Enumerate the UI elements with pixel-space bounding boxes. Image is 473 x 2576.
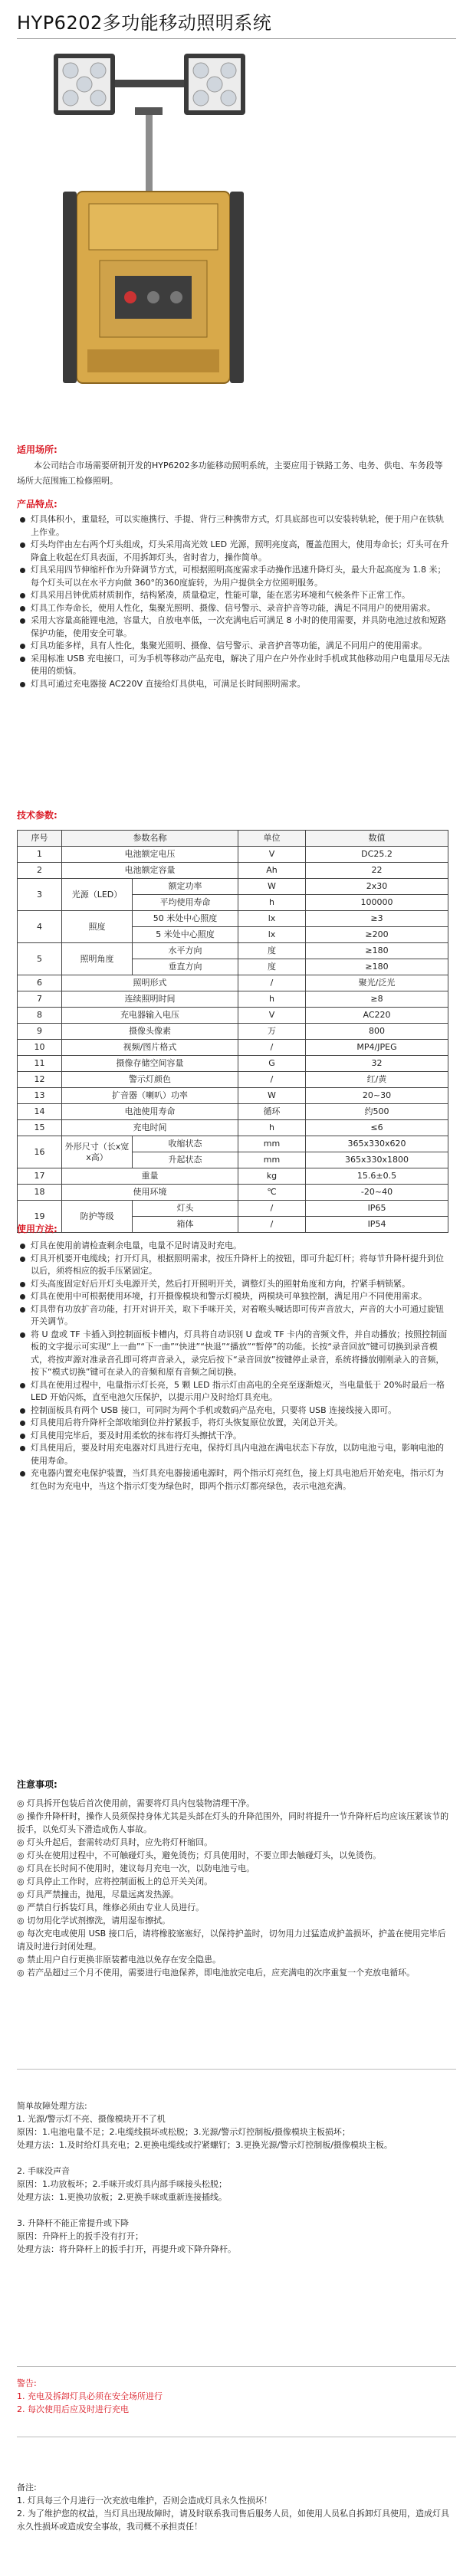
page-title: HYP6202多功能移动照明系统 (17, 12, 272, 34)
section-divider (17, 2069, 456, 2070)
note-item: ◎ 严禁自行拆装灯具，维修必须由专业人员进行。 (17, 1903, 205, 1912)
usage-item: 充电器内置充电保护装置，当灯具充电器接通电源时，两个指示灯亮红色，接上灯具电池后开始充电，指示灯为红色时为充电中，当这个指示灯变为绿色时，即两个指示灯都亮绿色，表示电池充满。 (17, 1467, 450, 1493)
table-row: 1 电池额定电压 V DC25.2 (18, 847, 448, 863)
fault-line: 处理方法：1.及时给灯具充电；2.更换电缆线或拧紧螺钉；3.更换光源/警示灯控制板/摄像模块主板。 (17, 2140, 393, 2150)
note-item: ◎ 若产品超过三个月不使用，需要进行电池保养，即电池放完电后，应充满电的次序重复一个充放电循环。 (17, 1968, 416, 1978)
fault-line (17, 2152, 450, 2165)
notes-heading: 注意事项: (17, 1779, 57, 1790)
table-header-row (18, 831, 448, 847)
fault-line: 原因：1.功放板坏；2.手咪开或灯具内部手咪接头松脱； (17, 2179, 227, 2189)
usage-item: 灯具在使用过程中，电量指示灯长亮，5 颗 LED 指示灯由高电的全亮至逐渐熄灭，当电量低于 20%时最后一格 LED 开始闪烁，直至电池欠压保护，以提示用户及时给灯具充电。 (17, 1379, 450, 1404)
table-row: 2 电池额定容量 Ah 22 (18, 863, 448, 879)
note-item: ◎ 灯具在长时间不使用时，建议每月充电一次，以防电池亏电。 (17, 1863, 255, 1873)
note-item: ◎ 灯具停止工作时，应将控制面板上的总开关关闭。 (17, 1876, 213, 1886)
features-heading: 产品特点: (17, 499, 57, 510)
usage-item: 灯头高度固定好后开灯头电源开关，然后打开照明开关，调整灯头的照射角度和方向，拧紧手柄锁紧。 (17, 1278, 450, 1291)
right-lamp-head-icon (184, 54, 245, 115)
remark-line: 1. 灯具每三个月进行一次充放电维护，否则会造成灯具永久性损坏！ (17, 2496, 272, 2506)
table-row: 5 照明角度 水平方向 度 ≥180 (18, 943, 448, 959)
faults-section (17, 2099, 450, 2256)
scope-text: 本公司结合市场需要研制开发的HYP6202多功能移动照明系统，主要应用于铁路工务、电务、供电、车务段等场所大范围施工检修照明。 (17, 460, 443, 486)
note-item: ◎ 灯头在使用过程中，不可触碰灯头，避免烫伤；灯具使用时，不要立即去触碰灯头，以免烫伤。 (17, 1850, 382, 1860)
table-row: 5 米处中心照度 lx ≥200 (18, 927, 448, 943)
warnings-section (17, 2377, 450, 2416)
note-item: ◎ 灯具严禁撞击，抛甩，尽量远离发热源。 (17, 1889, 179, 1899)
usage-item: 灯具使用完毕后，要及时用柔软的抹布将灯头擦拭干净。 (17, 1430, 450, 1443)
table-row: 8 充电器输入电压 V AC220 (18, 1008, 448, 1024)
header-cell: 单位 (238, 831, 306, 847)
usage-item: 灯具带有功放扩音功能，打开对讲开关，取下手咪开关，对着喉头喊话即可传声音放大，声音的大小可通过旋钮开关调节。 (17, 1303, 450, 1329)
title-divider (17, 38, 456, 39)
table-row: 14 电池使用寿命 循环 约500 (18, 1104, 448, 1120)
remarks-section (17, 2481, 450, 2533)
feature-item: 采用标准 USB 充电接口，可为手机等移动产品充电，解决了用户在户外作业时手机或其他移动用户电量用尽无法使用的烦恼。 (17, 653, 450, 678)
usage-item: 灯具使用后将升降杆全部收缩到位并拧紧扳手，将灯头恢复原位放置，关闭总开关。 (17, 1417, 450, 1430)
fault-line: 3. 升降杆不能正常提升或下降 (17, 2218, 129, 2228)
left-lamp-head-icon (54, 54, 115, 115)
table-row: 13 扩音器（喇叭）功率 W 20~30 (18, 1088, 448, 1104)
remark-line: 2. 为了维护您的权益，当灯具出现故障时，请及时联系我司售后服务人员，如使用人员私自拆卸灯具使用，造成灯具永久性损坏或造成安全事故，我司概不承担责任！ (17, 2509, 449, 2532)
table-row: 升起状态 mm 365x330x1800 (18, 1152, 448, 1168)
features-list (17, 513, 450, 690)
table-row: 18 使用环境 ℃ -20~40 (18, 1185, 448, 1201)
feature-item: 灯具采用四节伸缩杆作为升降调节方式，可根据照明高度需求手动操作迅速升降灯头，最大升起高度为 1.8 米；每个灯头可以在水平方向做 360°的360度旋转，为用户提供全方位照明服务。 (17, 564, 450, 589)
warning-line: 2. 每次使用后应及时进行充电 (17, 2404, 129, 2414)
note-item: ◎ 禁止用户自行更换非原装蓄电池以免存在安全隐患。 (17, 1955, 222, 1965)
note-item: ◎ 操作升降杆时，操作人员须保持身体尤其是头部在灯头的升降范围外，同时将提升一节升降杆后均应该压紧该节的扳手，以免灯头下滑造成伤人事故。 (17, 1811, 449, 1834)
table-row: 15 充电时间 h ≤6 (18, 1120, 448, 1136)
remarks-heading: 备注: (17, 2483, 37, 2492)
usage-heading: 使用方法: (17, 1224, 57, 1234)
section-divider (17, 2366, 456, 2367)
usage-item: 灯具在使用中可根据使用环境，打开摄像模块和警示灯模块，两模块可单独控制，满足用户不同使用需求。 (17, 1290, 450, 1303)
table-row: 4 照度 50 米处中心照度 lx ≥3 (18, 911, 448, 927)
usage-item: 灯具使用后，要及时用充电器对灯具进行充电，保持灯具内电池在满电状态下存放，以防电池亏电，影响电池的使用寿命。 (17, 1442, 450, 1467)
spec-table (17, 830, 448, 1233)
feature-item: 采用大容量高能锂电池，容量大，自放电率低，一次充满电后可满足 8 小时的使用需要，并具防电池过放和短路保护功能，使用安全可靠。 (17, 615, 450, 640)
faults-heading: 简单故障处理方法: (17, 2101, 87, 2111)
note-item: ◎ 灯具拆开包装后首次使用前，需要将灯具内包装物清理干净。 (17, 1798, 255, 1808)
table-row: 垂直方向 度 ≥180 (18, 959, 448, 975)
table-row: 3 光源（LED） 额定功率 W 2x30 (18, 879, 448, 895)
usage-item: 灯具在使用前请检查剩余电量，电量不足时请及时充电。 (17, 1240, 450, 1253)
table-row: 9 摄像头像素 万 800 (18, 1024, 448, 1040)
table-row: 7 连续照明时间 h ≥8 (18, 991, 448, 1008)
product-photo (0, 46, 473, 398)
usage-item: 将 U 盘或 TF 卡插入到控制面板卡槽内，灯具将自动识别 U 盘或 TF 卡内的音频文件，并自动播放；按照控制面板的文字提示可实现“上一曲”“下一曲”“快进”“快退”“播放”“暂停”的功能。长按“录音回放”键可切换到录音模式，将按声源对准录音孔即可将声音录入，录完后按下“录音回放”按键停止录音，系统将播放刚刚录入的音频，按下“模式切换”键可在录入的音频和原有音频之间切换。 (17, 1329, 450, 1379)
feature-item: 灯具可通过充电器接 AC220V 直接给灯具供电，可满足长时间照明需求。 (17, 678, 450, 691)
table-row: 10 视频/图片格式 / MP4/JPEG (18, 1040, 448, 1056)
note-item: ◎ 每次充电或使用 USB 接口后，请将橡胶塞塞好，以保持护盖时，切勿用力过猛造成护盖损坏，护盖在使用完毕后请及时进行封闭处理。 (17, 1929, 446, 1952)
header-cell: 序号 (18, 831, 62, 847)
fault-line: 原因：1.电池电量不足；2.电缆线损坏或松脱；3.光源/警示灯控制板/摄像模块主板损坏； (17, 2127, 350, 2137)
table-row: 12 警示灯颜色 / 红/黄 (18, 1072, 448, 1088)
warning-line: 1. 充电及拆卸灯具必须在安全场所进行 (17, 2391, 163, 2401)
feature-item: 灯具工作寿命长，使用人性化，集聚光照明、摄像、信号警示、录音护音等功能，满足不同用户的使用需求。 (17, 602, 450, 615)
feature-item: 灯具功能多样，具有人性化，集聚光照明、摄像、信号警示、录音护音等功能，满足不同用户的使用需求。 (17, 640, 450, 653)
feature-item: 灯具体积小，重量轻，可以实施携行、手提、背行三种携带方式，灯具底部也可以安装转轨轮，便于用户在铁轨上作业。 (17, 513, 450, 539)
table-row: 16 外形尺寸（长x宽x高） 收缩状态 mm 365x330x620 (18, 1136, 448, 1152)
fault-line (17, 2204, 450, 2217)
fault-line: 1. 光源/警示灯不亮、摄像模块开不了机 (17, 2114, 166, 2124)
table-row: 平均使用寿命 h 100000 (18, 895, 448, 911)
header-cell: 数值 (306, 831, 448, 847)
fault-line: 处理方法：将升降杆上的扳手打开，再提升或下降升降杆。 (17, 2244, 236, 2254)
table-row: 6 照明形式 / 聚光/泛光 (18, 975, 448, 991)
fault-line: 处理方法：1.更换功放板；2.更换手咪或重新连接插线。 (17, 2192, 227, 2202)
fault-line: 原因：升降杆上的扳手没有打开； (17, 2231, 143, 2241)
table-row: 19 防护等级 灯头 / IP65 (18, 1201, 448, 1217)
feature-item: 灯具采用吕钟优质材质制作，结构紧凑，质量稳定，性能可靠，能在恶劣环境和气候条件下正常工作。 (17, 589, 450, 602)
usage-list (17, 1240, 450, 1493)
notes-list (17, 1797, 450, 1979)
table-row: 11 摄像存储空间容量 G 32 (18, 1056, 448, 1072)
tech-heading: 技术参数: (17, 810, 57, 821)
header-cell: 参数名称 (62, 831, 238, 847)
scope-heading: 适用场所: (17, 444, 57, 455)
fault-line: 2. 手咪没声音 (17, 2166, 70, 2176)
feature-item: 灯头均伴由左右两个灯头组成，灯头采用高光效 LED 光源，照明亮度高，覆盖范围大，使用寿命长；灯头可在升降盒上收起在灯具表面，不用拆卸灯头，省时省力，操作简单。 (17, 539, 450, 564)
warnings-heading: 警告: (17, 2378, 37, 2388)
usage-item: 控制面板具有两个 USB 接口，可同时为两个手机或数码产品充电，只要将 USB 连接线接入即可。 (17, 1404, 450, 1417)
table-row: 17 重量 kg 15.6±0.5 (18, 1168, 448, 1185)
usage-item: 灯具开机要开电缆线；打开灯具，根据照明需求，按压升降杆上的按钮，即可升起灯杆；将每节升降杆提升到位以后，须将相应的扳手压紧固定。 (17, 1253, 450, 1278)
note-item: ◎ 切勿用化学试剂擦洗，请用湿布擦拭。 (17, 1916, 171, 1925)
table-row: 箱体 / IP54 (18, 1217, 448, 1233)
note-item: ◎ 灯头升起后，套需转动灯具时，应先将灯杆缩回。 (17, 1837, 213, 1847)
